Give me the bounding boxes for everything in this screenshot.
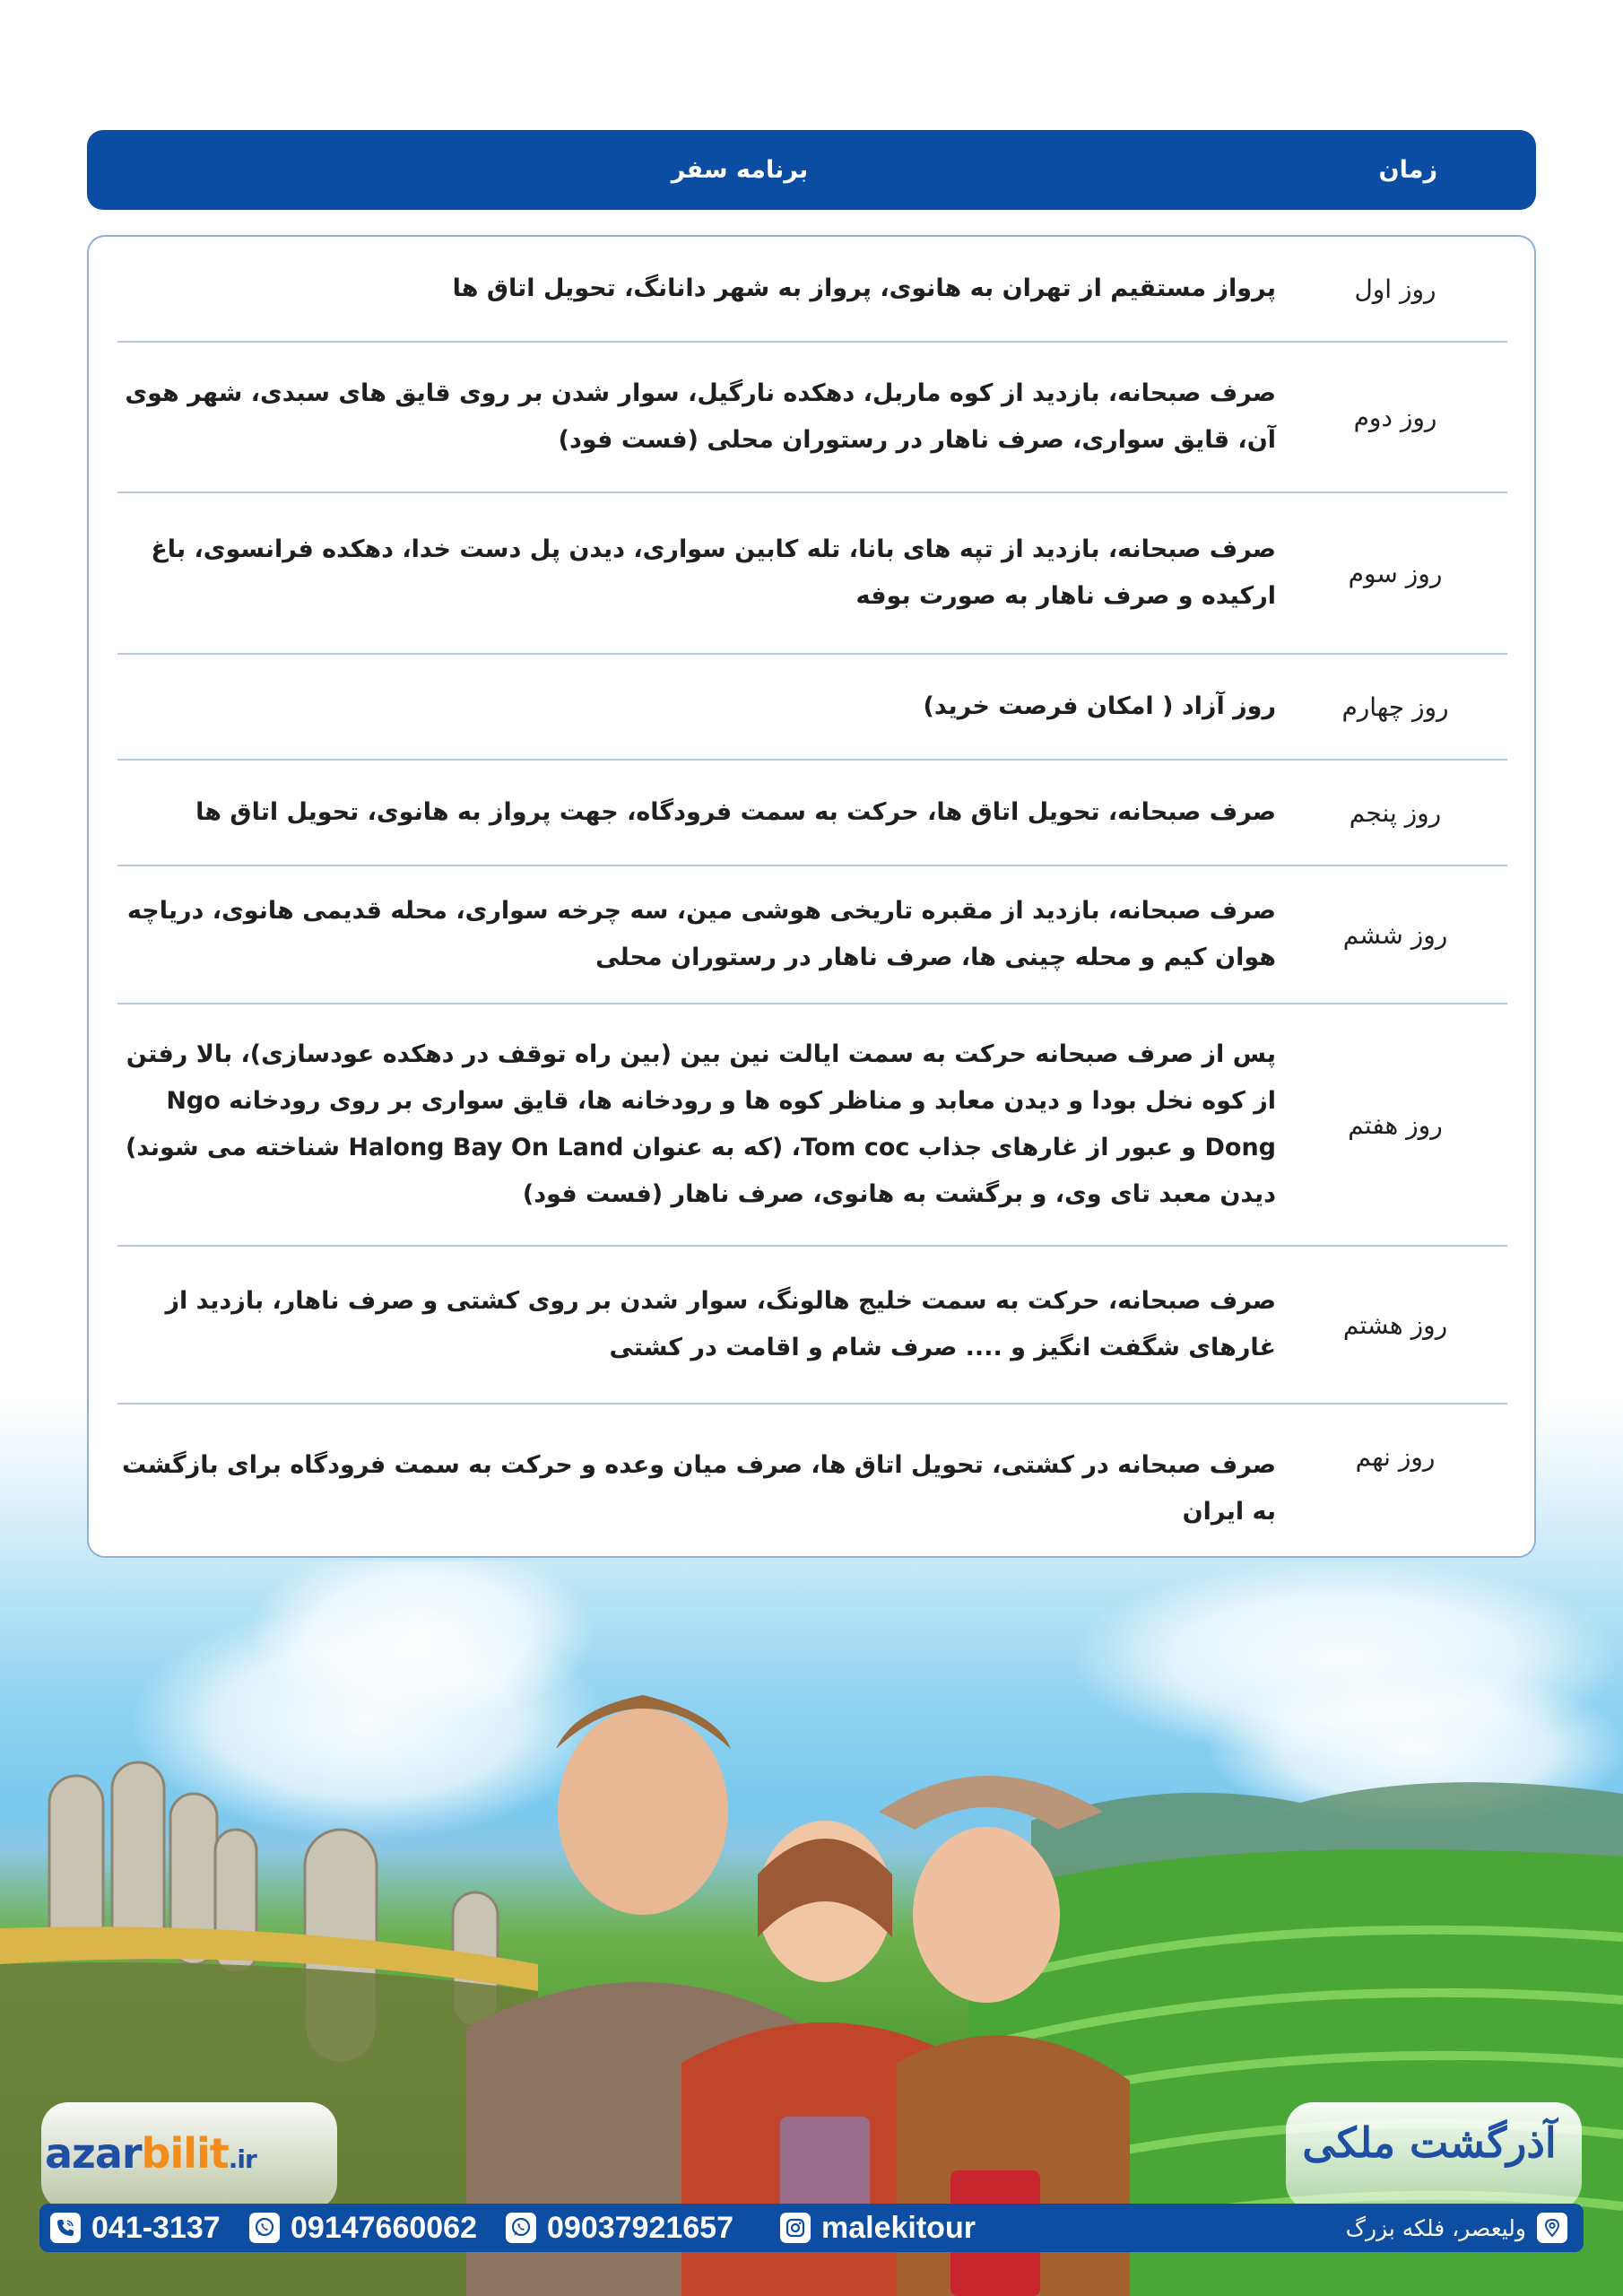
azarbilit-logo[interactable] (45, 2129, 256, 2178)
day-label: روز هشتم (1342, 1309, 1448, 1340)
itinerary-table-header (87, 130, 1536, 210)
whatsapp-icon (249, 2213, 280, 2243)
whatsapp-number-1: 09147660062 (291, 2210, 478, 2245)
instagram-icon (780, 2213, 811, 2243)
itinerary-table (87, 235, 1536, 1558)
phone-number: 041-3137 (91, 2210, 221, 2245)
table-row (117, 655, 1507, 761)
instagram-contact[interactable] (780, 2204, 976, 2252)
table-row (117, 1247, 1507, 1405)
day-label: روز ششم (1342, 919, 1448, 950)
day-label: روز پنجم (1349, 797, 1442, 828)
logo-text-azar: azar (45, 2129, 142, 2178)
logo-text-domain: .ir (228, 2144, 256, 2174)
column-header-time: زمان (1378, 156, 1437, 184)
day-label: روز دوم (1353, 402, 1437, 432)
contact-bar (39, 2204, 1584, 2252)
day-plan: صرف صبحانه، تحویل اتاق ها، حرکت به سمت فرودگاه، جهت پرواز به هانوی، تحویل اتاق ها (195, 798, 1276, 826)
whatsapp-icon (506, 2213, 536, 2243)
day-label: روز چهارم (1341, 691, 1449, 722)
day-label: روز هفتم (1348, 1109, 1443, 1140)
table-row (117, 866, 1507, 1004)
day-plan: صرف صبحانه در کشتی، تحویل اتاق ها، صرف میان وعده و حرکت به سمت فرودگاه برای بازگشت به ایران (122, 1451, 1276, 1526)
day-label: روز سوم (1348, 558, 1443, 588)
phone-icon (50, 2213, 81, 2243)
day-plan: روز آزاد ( امکان فرصت خرید) (923, 692, 1276, 720)
day-plan: پرواز مستقیم از تهران به هانوی، پرواز به شهر دانانگ، تحویل اتاق ها (452, 274, 1276, 302)
column-header-plan: برنامه سفر (671, 156, 809, 184)
table-row (117, 1405, 1507, 1526)
table-row (117, 1004, 1507, 1247)
whatsapp-contact-2[interactable] (506, 2204, 733, 2252)
day-label: روز نهم (1355, 1442, 1436, 1472)
day-plan: صرف صبحانه، بازدید از مقبره تاریخی هوشی مین، سه چرخه سواری، محله قدیمی هانوی، دریاچه هوان کیم و محله چینی ها، صرف ناهار در رستوران محلی (126, 897, 1276, 971)
table-row (117, 343, 1507, 493)
day-label: روز اول (1354, 274, 1436, 304)
day-plan: صرف صبحانه، بازدید از کوه ماربل، دهکده نارگیل، سوار شدن بر روی قایق های سبدی، شهر هوی آن، قایق سواری، صرف ناهار در رستوران محلی (فست فود) (125, 379, 1276, 454)
day-plan: پس از صرف صبحانه حرکت به سمت ایالت نین بین (بین راه توقف در دهکده عودسازی)، بالا رفتن از کوه نخل بودا و دیدن معابد و مناظر کوه ها و رودخانه ها، قایق سواری بر روی رودخانه Ngo Dong و عبور از غارهای جذاب Tom coc، (که به عنوان Halong Bay On Land شناخته می شوند) دیدن معبد تای وی، و برگشت به هانوی، صرف ناهار (فست فود) (125, 1040, 1276, 1208)
table-row (117, 761, 1507, 866)
phone-contact[interactable] (50, 2204, 221, 2252)
table-row (117, 237, 1507, 343)
address-text: ولیعصر، فلکه بزرگ (1345, 2214, 1526, 2241)
day-plan: صرف صبحانه، بازدید از تپه های بانا، تله کابین سواری، دیدن پل دست خدا، دهکده فرانسوی، باغ ارکیده و صرف ناهار به صورت بوفه (151, 535, 1276, 610)
azargasht-maleki-logo: آذرگشت ملکی (1302, 2118, 1557, 2167)
whatsapp-number-2: 09037921657 (547, 2210, 734, 2245)
whatsapp-contact-1[interactable] (249, 2204, 477, 2252)
day-plan: صرف صبحانه، حرکت به سمت خلیج هالونگ، سوار شدن بر روی کشتی و صرف ناهار، بازدید از غارهای شگفت انگیز و .... صرف شام و اقامت در کشتی (165, 1287, 1276, 1361)
location-pin-icon (1537, 2213, 1567, 2243)
address-contact (1346, 2204, 1567, 2252)
logo-text-bilit: bilit (141, 2129, 229, 2178)
instagram-handle: malekitour (821, 2210, 976, 2245)
table-row (117, 493, 1507, 655)
